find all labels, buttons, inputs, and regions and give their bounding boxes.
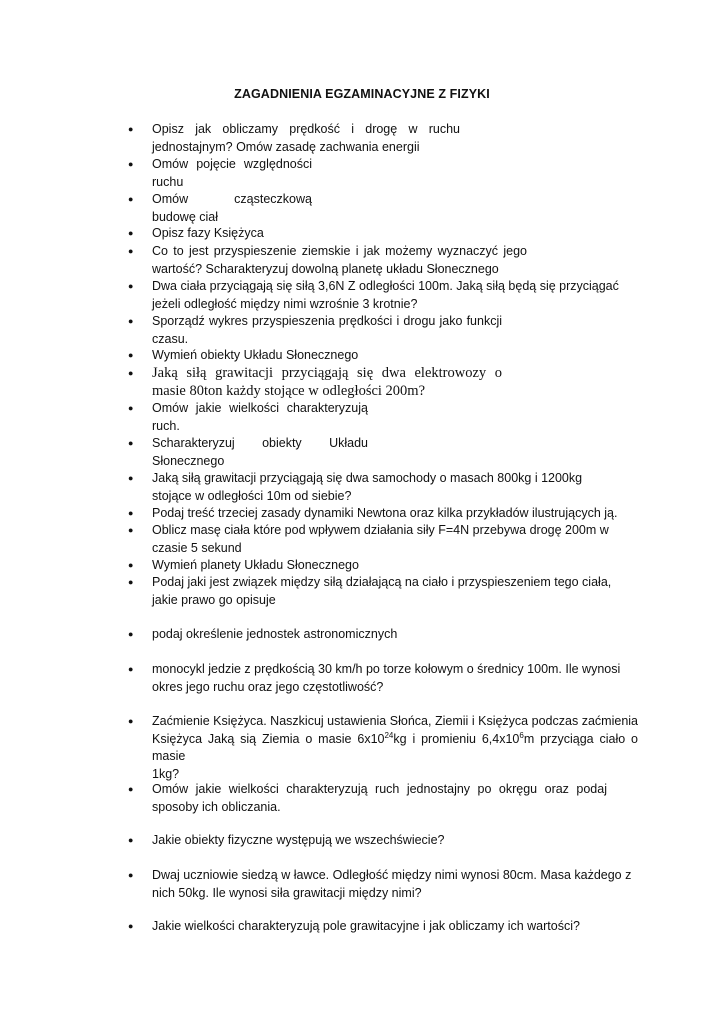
item-line: ● Omów jakie wielkości charakteryzują ruch jednostajny po okręgu oraz podaj [152, 782, 607, 796]
item-line: ● Co to jest przyspieszenie ziemskie i jak możemy wyznaczyć jego [152, 244, 527, 258]
exponent: 6 [519, 730, 524, 740]
item-line: czasie 5 sekund [152, 540, 242, 555]
item-line: budowę ciał [152, 209, 219, 224]
list-item [152, 225, 264, 243]
item-line: ● podaj określenie jednostek astronomicznych [152, 627, 398, 641]
item-line: nich 50kg. Ile wynosi siła grawitacji między nimi? [152, 885, 422, 900]
list-item [152, 400, 368, 435]
list-item [152, 470, 582, 505]
item-line: ● Wymień obiekty Układu Słonecznego [152, 348, 359, 362]
item-line: ● Omów cząsteczkową [152, 192, 312, 206]
item-line: ● Jaką siłą grawitacji przyciągają się dwa elektrowozy o [152, 365, 502, 381]
item-line: okres jego ruchu oraz jego częstotliwość? [152, 679, 384, 694]
list-item [152, 867, 631, 902]
item-line: 1kg? [152, 766, 180, 781]
list-item [152, 918, 580, 936]
item-line: ● Scharakteryzuj obiekty Układu [152, 436, 368, 450]
item-line: ● Jakie obiekty fizyczne występują we wszechświecie? [152, 833, 445, 847]
item-line: ● Dwa ciała przyciągają się siłą 3,6N Z odległości 100m. Jaką siłą będą się przyciągać [152, 279, 619, 293]
list-item [152, 522, 609, 557]
item-line: ● Oblicz masę ciała które pod wpływem działania siły F=4N przebywa drogę 200m w [152, 523, 609, 537]
list-item [152, 347, 358, 365]
list-item [152, 781, 607, 816]
item-line: ● Jaką siłą grawitacji przyciągają się dwa samochody o masach 800kg i 1200kg [152, 471, 583, 485]
item-line: stojące w odległości 10m od siebie? [152, 488, 352, 503]
item-text: m przyciąga ciało o masie [152, 731, 638, 763]
list-item [152, 313, 502, 348]
list-item [152, 156, 312, 191]
item-line: ● Dwaj uczniowie siedzą w ławce. Odległość między nimi wynosi 80cm. Masa każdego z [152, 868, 632, 882]
item-line: masie 80ton każdy stojące w odległości 200m? [152, 383, 426, 399]
item-line: ● Jakie wielkości charakteryzują pole grawitacyjne i jak obliczamy ich wartości? [152, 919, 580, 933]
page-title: ZAGADNIENIA EGZAMINACYJNE Z FIZYKI [234, 87, 490, 101]
item-line: ● Opisz fazy Księżyca [152, 226, 264, 240]
item-line: wartość? Scharakteryzuj dowolną planetę układu Słonecznego [152, 261, 499, 276]
list-item [152, 626, 397, 644]
list-item [152, 435, 368, 470]
item-line: ruch. [152, 418, 180, 433]
item-line: ● Opisz jak obliczamy prędkość i drogę w ruchu [152, 122, 460, 136]
item-line: jeżeli odległość między nimi wzrośnie 3 krotnie? [152, 296, 418, 311]
list-item [152, 832, 445, 850]
list-item [152, 574, 611, 609]
item-line: jakie prawo go opisuje [152, 592, 276, 607]
item-text: kg i promieniu 6,4x10 [393, 731, 520, 746]
list-item [152, 278, 619, 313]
item-line: czasu. [152, 331, 189, 346]
item-line: ● Wymień planety Układu Słonecznego [152, 558, 359, 572]
item-line: jednostajnym? Omów zasadę zachwania energii [152, 139, 420, 154]
item-line: ruchu [152, 174, 184, 189]
list-item [152, 121, 460, 156]
list-item [152, 191, 312, 226]
list-item [152, 713, 638, 783]
list-item [152, 557, 359, 575]
item-line: ● Omów pojęcie względności [152, 157, 312, 171]
item-line: ● Sporządź wykres przyspieszenia prędkości i drogu jako funkcji [152, 314, 502, 328]
exponent: 24 [384, 730, 394, 740]
item-line [152, 731, 638, 766]
item-line: ● Omów jakie wielkości charakteryzują [152, 401, 368, 415]
item-text: Księżyca Jaką sią Ziemia o masie 6x10 [152, 731, 385, 746]
list-item [152, 661, 620, 696]
list-item [152, 364, 502, 400]
item-line: Słonecznego [152, 453, 225, 468]
item-line: ● Zaćmienie Księżyca. Naszkicuj ustawienia Słońca, Ziemii i Księżyca podczas zaćmienia [152, 714, 638, 728]
item-line: sposoby ich obliczania. [152, 799, 281, 814]
item-line: ● Podaj treść trzeciej zasady dynamiki Newtona oraz kilka przykładów ilustrujących ją. [152, 506, 618, 520]
item-line: ● monocykl jedzie z prędkością 30 km/h po torze kołowym o średnicy 100m. Ile wynosi [152, 662, 621, 676]
list-item [152, 505, 617, 523]
item-line: ● Podaj jaki jest związek między siłą działającą na ciało i przyspieszeniem tego ciała, [152, 575, 612, 589]
list-item [152, 243, 527, 278]
